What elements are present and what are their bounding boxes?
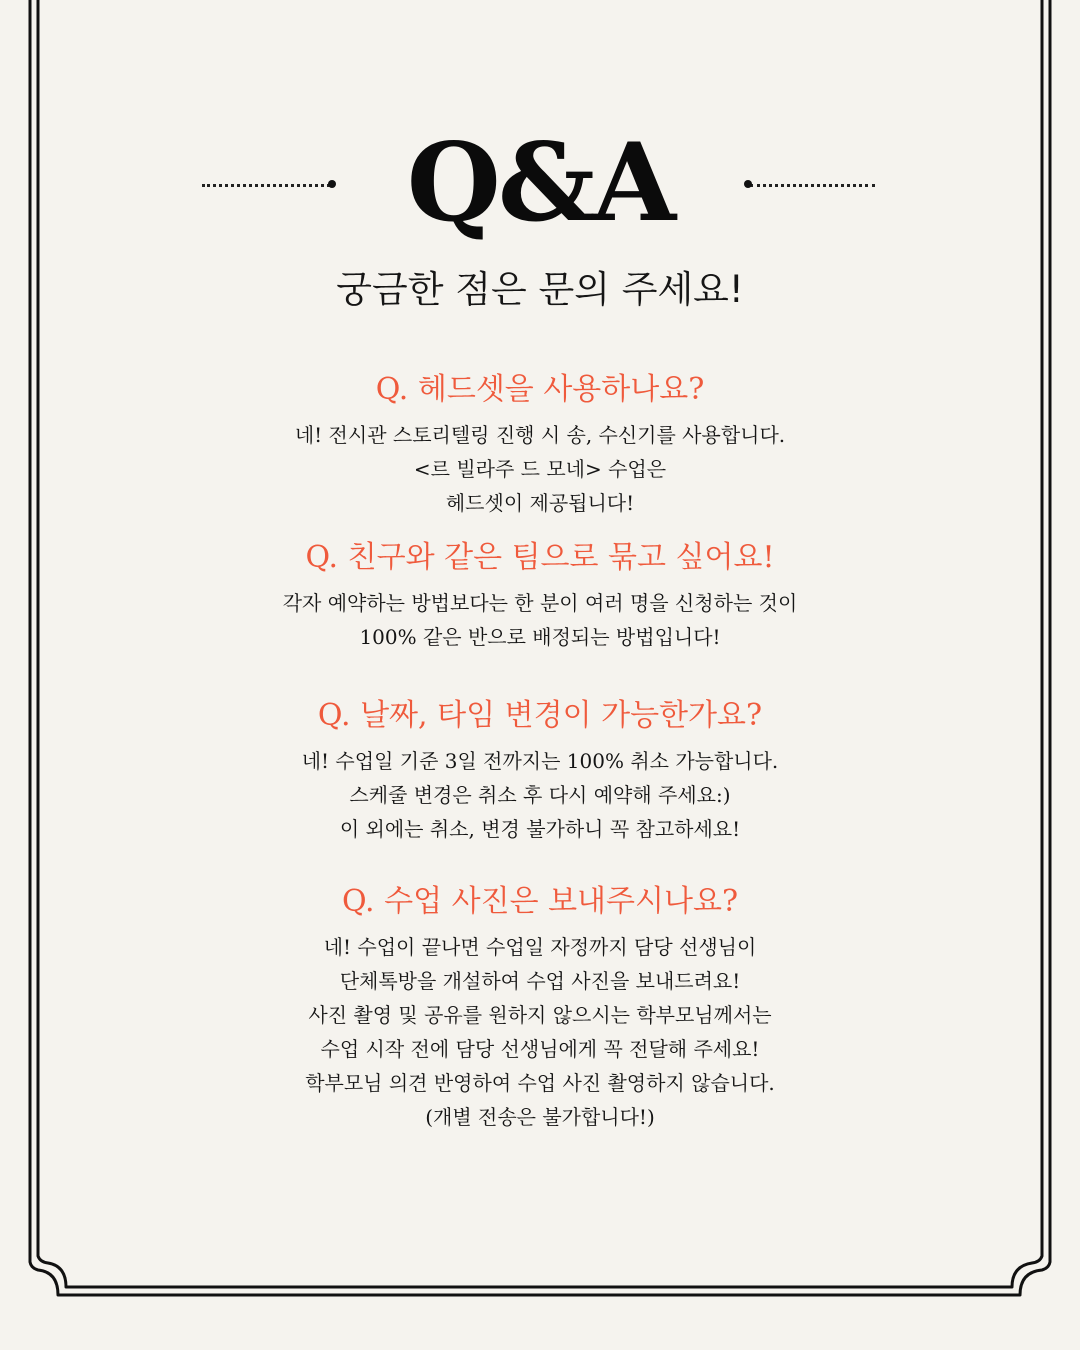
qa-item-same-team [140, 536, 940, 654]
page-title: Q&A [406, 120, 674, 246]
answer-line: 네! 수업일 기준 3일 전까지는 100% 취소 가능합니다. [301, 749, 779, 773]
answer-line: 수업 시작 전에 담당 선생님에게 꼭 전달해 주세요! [320, 1037, 760, 1061]
answer-line: 네! 수업이 끝나면 수업일 자정까지 담당 선생님이 [323, 935, 757, 959]
header [0, 118, 1080, 258]
answer-line: 각자 예약하는 방법보다는 한 분이 여러 명을 신청하는 것이 [282, 591, 798, 615]
question: Q. 헤드셋을 사용하나요? [375, 372, 705, 407]
qa-item-headset [140, 368, 940, 520]
answer-line: <르 빌라주 드 모네> 수업은 [413, 457, 667, 481]
qa-item-schedule-change [140, 694, 940, 846]
answer-line: (개별 전송은 불가합니다!) [425, 1105, 655, 1129]
answer-line: 헤드셋이 제공됩니다! [445, 491, 635, 515]
answer-line: 학부모님 의견 반영하여 수업 사진 촬영하지 않습니다. [305, 1071, 775, 1095]
question: Q. 날짜, 타임 변경이 가능한가요? [317, 698, 763, 733]
question: Q. 수업 사진은 보내주시나요? [341, 884, 739, 919]
question: Q. 친구와 같은 팀으로 묶고 싶어요! [305, 540, 775, 575]
qa-item-class-photos [140, 880, 940, 1134]
answer-line: 스케줄 변경은 취소 후 다시 예약해 주세요:) [349, 783, 731, 807]
page-subtitle: 궁금한 점은 문의 주세요! [336, 268, 744, 311]
answer-line: 사진 촬영 및 공유를 원하지 않으시는 학부모님께서는 [308, 1003, 772, 1027]
answer-line: 단체톡방을 개설하여 수업 사진을 보내드려요! [339, 969, 741, 993]
answer-line: 네! 전시관 스토리텔링 진행 시 송, 수신기를 사용합니다. [294, 423, 786, 447]
answer-line: 이 외에는 취소, 변경 불가하니 꼭 참고하세요! [339, 817, 741, 841]
answer-line: 100% 같은 반으로 배정되는 방법입니다! [359, 625, 721, 649]
